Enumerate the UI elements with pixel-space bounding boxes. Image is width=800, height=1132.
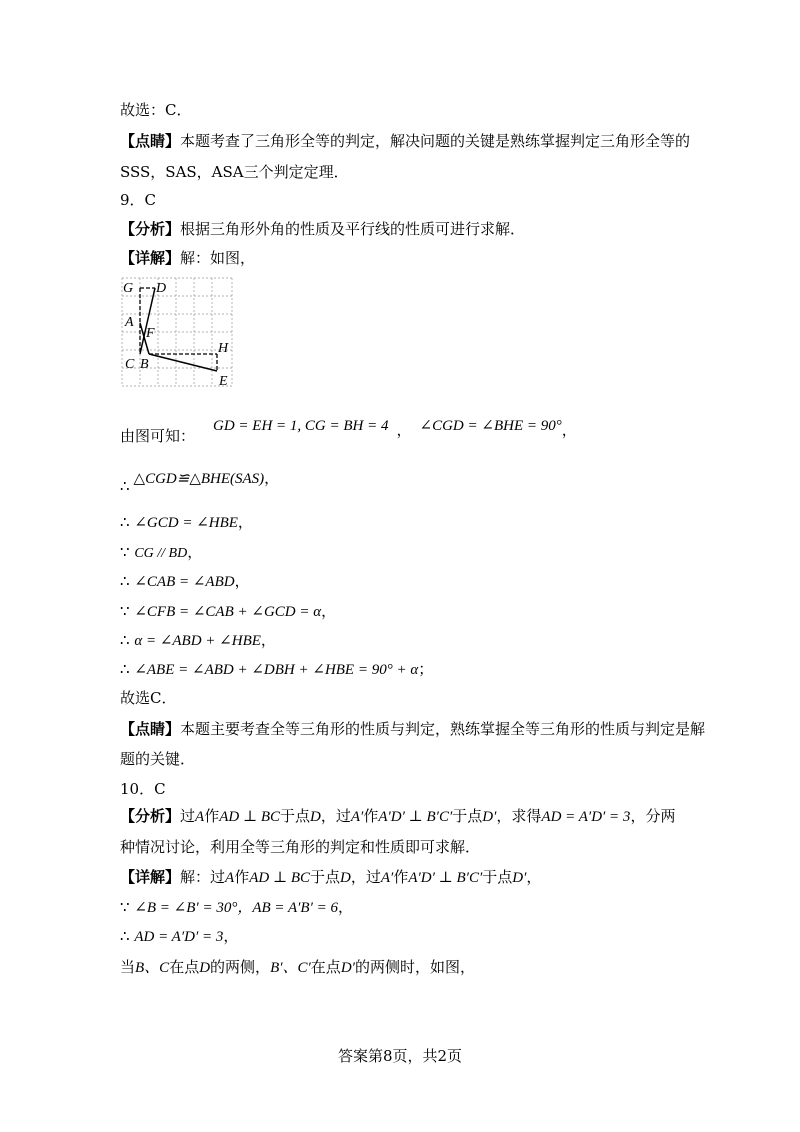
section-tag: 【点睛】 bbox=[120, 720, 181, 738]
section-tag: 【分析】 bbox=[120, 807, 181, 825]
step-line: ∴ △CGD≌△BHE(SAS)， bbox=[120, 469, 280, 495]
text-line: 当B、C在点D的两侧，B′、C′在点D′的两侧时，如图， bbox=[120, 958, 475, 976]
label-b: B bbox=[140, 357, 149, 372]
label-g: G bbox=[123, 281, 134, 296]
segment-dc bbox=[140, 288, 155, 354]
section-tag: 【点睛】 bbox=[120, 132, 181, 150]
step-line: ∴ ∠GCD = ∠HBE， bbox=[120, 513, 253, 531]
label-a: A bbox=[125, 315, 134, 330]
step-line: ∴ AD = A′D′ = 3， bbox=[120, 927, 239, 945]
step-line: ∴ α = ∠ABD + ∠HBE， bbox=[120, 631, 276, 649]
analysis-line: 种情况讨论，利用全等三角形的判定和性质即可求解． bbox=[120, 838, 481, 856]
text-line: 故选：C． bbox=[120, 101, 192, 119]
label-f: F bbox=[146, 326, 155, 341]
section-tag: 【详解】 bbox=[120, 249, 181, 267]
text-line: 【分析】根据三角形外角的性质及平行线的性质可进行求解． bbox=[120, 220, 526, 238]
step-line: ∵ ∠CFB = ∠CAB + ∠GCD = α， bbox=[120, 602, 337, 620]
segment-be bbox=[149, 354, 217, 371]
text-line: 【详解】解：如图， bbox=[120, 249, 256, 267]
section-tag: 【分析】 bbox=[120, 220, 181, 238]
step-line: ∵ CG // BD， bbox=[120, 543, 203, 561]
label-c: C bbox=[125, 357, 135, 372]
step-line: ∵ ∠B = ∠B′ = 30°，AB = A′B′ = 6， bbox=[120, 898, 354, 916]
label-h: H bbox=[218, 341, 229, 356]
label-e: E bbox=[219, 374, 228, 389]
text-line: 【点睛】本题考查了三角形全等的判定，解决问题的关键是熟练掌握判定三角形全等的 bbox=[120, 132, 691, 150]
analysis-line: 【分析】过A作AD ⊥ BC于点D，过A′作A′D′ ⊥ B′C′于点D′，求得AD = A′D′ = 3，分两 bbox=[120, 807, 676, 825]
note-line: 【点睛】本题主要考查全等三角形的性质与判定，熟练掌握全等三角形的性质与判定是解 bbox=[120, 720, 706, 738]
step-line: ∴ ∠ABE = ∠ABD + ∠DBH + ∠HBE = 90° + α； bbox=[120, 660, 434, 678]
given-line: 由图可知：GD = EH = 1, CG = BH = 4 ， ∠CGD = ∠BHE = 90°， bbox=[120, 418, 577, 445]
label-d: D bbox=[156, 281, 167, 296]
page-footer: 答案第8页，共2页 bbox=[337, 1047, 463, 1065]
question-number: 10．C bbox=[120, 780, 166, 798]
question-number: 9．C bbox=[120, 191, 157, 209]
detail-line: 【详解】解：过A作AD ⊥ BC于点D，过A′作A′D′ ⊥ B′C′于点D′， bbox=[120, 868, 542, 886]
section-tag: 【详解】 bbox=[120, 868, 181, 886]
step-line: ∴ ∠CAB = ∠ABD， bbox=[120, 572, 250, 590]
text-line: SSS，SAS，ASA三个判定定理． bbox=[120, 163, 349, 181]
note-line: 题的关键． bbox=[120, 750, 196, 768]
conclusion-line: 故选C． bbox=[120, 689, 177, 707]
geometry-figure bbox=[120, 275, 235, 390]
